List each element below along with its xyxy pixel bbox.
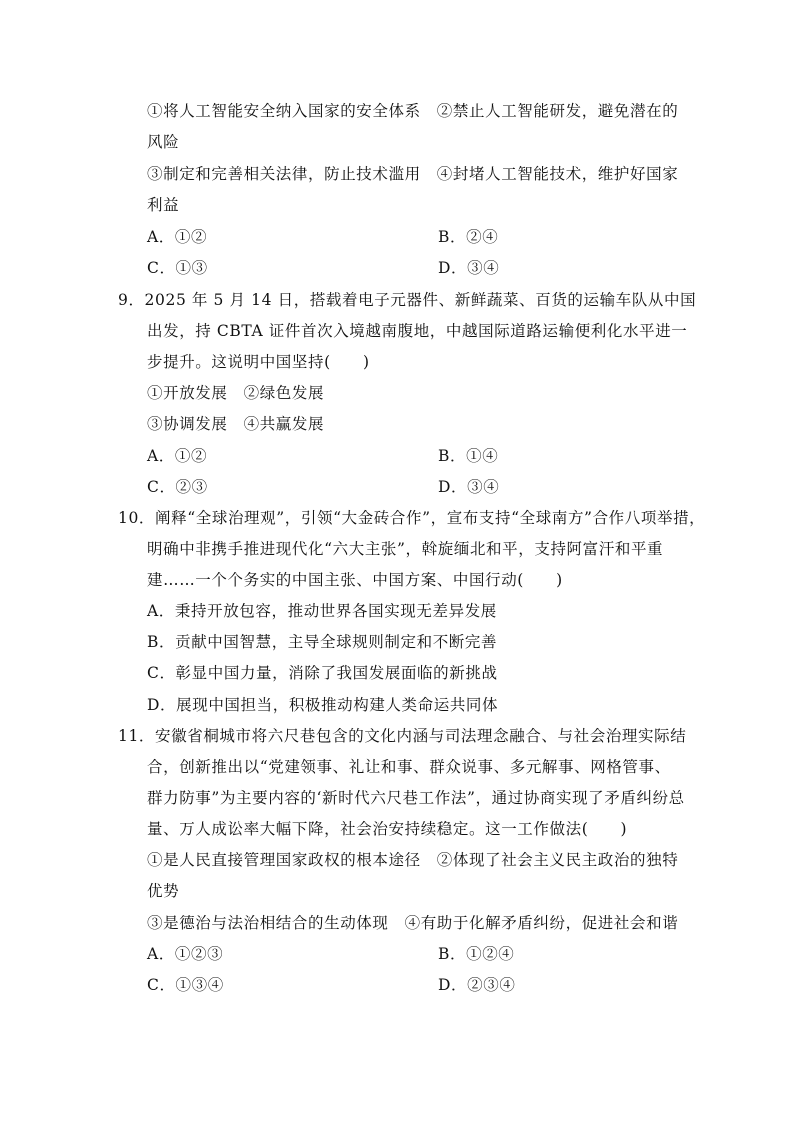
q10-option-c[interactable]: C．彰显中国力量，消除了我国发展面临的新挑战 [147,664,498,682]
q9-option-a[interactable]: A．①② [147,447,208,465]
q11-option-d[interactable]: D．②③④ [438,976,516,994]
q10-option-a[interactable]: A．秉持开放包容，推动世界各国实现无差异发展 [147,602,497,620]
q11-statement-line-1: ①是人民直接管理国家政权的根本途径 ②体现了社会主义民主政治的独特 [147,851,679,869]
q8-statement-line-3: ③制定和完善相关法律，防止技术滥用 ④封堵人工智能技术，维护好国家 [147,165,679,183]
q8-option-d[interactable]: D．③④ [438,259,500,277]
q8-statement-line-2: 风险 [147,133,180,151]
q9-stem-line-2: 出发，持 CBTA 证件首次入境越南腹地，中越国际道路运输便利化水平进一 [147,322,688,340]
q8-option-b[interactable]: B．②④ [438,228,499,246]
q9-statement-line-1: ①开放发展 ②绿色发展 [147,384,325,402]
q11-statement-line-3: ③是德治与法治相结合的生动体现 ④有助于化解矛盾纠纷，促进社会和谐 [147,914,679,932]
q10-option-b[interactable]: B．贡献中国智慧，主导全球规则制定和不断完善 [147,633,498,651]
q8-statement-line-4: 利益 [147,196,180,214]
q11-stem-line-1: 11．安徽省桐城市将六尺巷包含的文化内涵与司法理念融合、与社会治理实际结 [118,727,687,745]
q9-option-d[interactable]: D．③④ [438,478,500,496]
q11-option-a[interactable]: A．①②③ [147,945,224,963]
q9-option-c[interactable]: C．②③ [147,478,208,496]
q9-option-b[interactable]: B．①④ [438,447,499,465]
q11-option-c[interactable]: C．①③④ [147,976,224,994]
q10-stem-line-1: 10．阐释“全球治理观”，引领“大金砖合作”，宣布支持“全球南方”合作八项举措， [118,509,706,527]
q11-stem-line-3: 群力防事”为主要内容的‘新时代六尺巷工作法”，通过协商实现了矛盾纠纷总 [147,789,685,807]
q11-stem-line-4: 量、万人成讼率大幅下降，社会治安持续稳定。这一工作做法( ) [147,820,628,838]
q8-statement-line-1: ①将人工智能安全纳入国家的安全体系 ②禁止人工智能研发，避免潜在的 [147,102,679,120]
q9-statement-line-2: ③协调发展 ④共赢发展 [147,415,325,433]
q11-statement-line-2: 优势 [147,882,180,900]
q10-stem-line-2: 明确中非携手推进现代化“六大主张”，斡旋缅北和平，支持阿富汗和平重 [147,540,664,558]
q9-stem-line-1: 9．2025 年 5 月 14 日，搭载着电子元器件、新鲜蔬菜、百货的运输车队从中国 [118,291,697,309]
q8-option-a[interactable]: A．①② [147,228,208,246]
q11-option-b[interactable]: B．①②④ [438,945,515,963]
q10-stem-line-3: 建……一个个务实的中国主张、中国方案、中国行动( ) [147,571,563,589]
q9-stem-line-3: 步提升。这说明中国坚持( ) [147,353,370,371]
q8-option-c[interactable]: C．①③ [147,259,208,277]
q11-stem-line-2: 合，创新推出以“党建领事、礼让和事、群众说事、多元解事、网格管事、 [147,758,671,776]
q10-option-d[interactable]: D．展现中国担当，积极推动构建人类命运共同体 [147,696,499,714]
